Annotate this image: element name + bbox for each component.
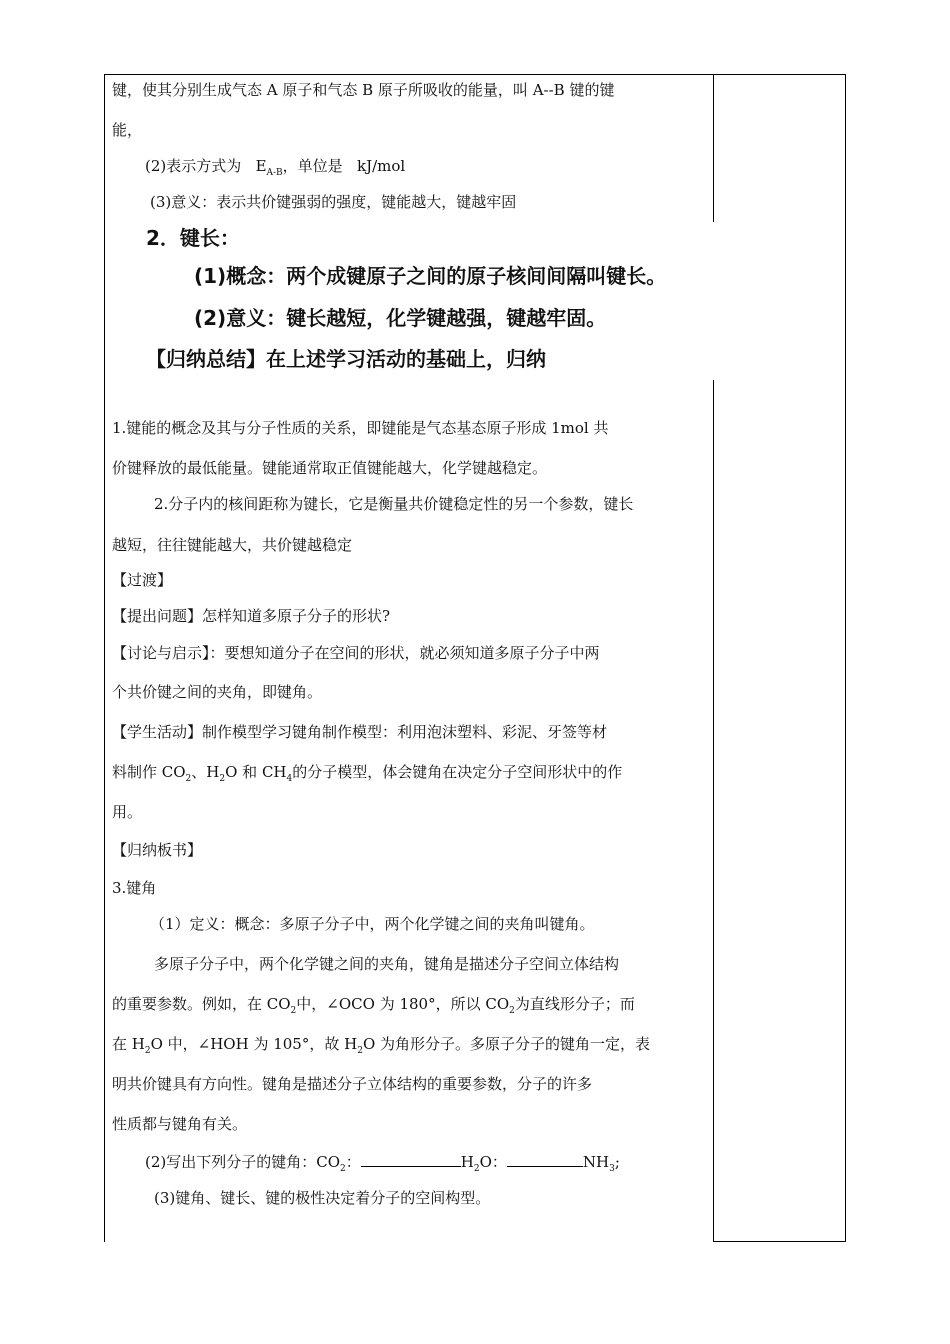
para-line: 【讨论与启示】：要想知道分子在空间的形状，就必须知道多原子分子中两 xyxy=(112,644,600,662)
para-line: 【过渡】 xyxy=(112,571,173,589)
para-line: 【提出问题】怎样知道多原子分子的形状? xyxy=(112,607,391,625)
left-border xyxy=(104,74,105,1242)
section-heading: 2．键长： xyxy=(146,226,240,250)
para-line: 多原子分子中，两个化学键之间的夹角，键角是描述分子空间立体结构 xyxy=(154,955,620,973)
para-line: 料制作 $CO_2$、$H_2O$ 和 $CH_4$的分子模型，体会键角在决定分子空间形状中的作 xyxy=(112,763,623,784)
para-line: 2.分子内的核间距称为键长，它是衡量共价键稳定性的另一个参数，键长 xyxy=(154,495,634,513)
bold-line: 【归纳总结】在上述学习活动的基础上，归纳 xyxy=(146,347,546,371)
para-line: 【学生活动】制作模型学习键角制作模型：利用泡沫塑料、彩泥、牙签等材 xyxy=(112,723,608,741)
top-border xyxy=(104,74,846,75)
right-cell-bottom-border xyxy=(713,1241,846,1242)
para-line: (3)意义：表示共价键强弱的强度，键能越大，键越牢固 xyxy=(150,193,517,211)
para-line: 【归纳板书】 xyxy=(112,841,203,859)
bold-line: (1)概念：两个成键原子之间的原子核间间隔叫键长。 xyxy=(194,264,667,288)
para-line: 个共价键之间的夹角，即键角。 xyxy=(112,683,323,701)
para-line: 3.键角 xyxy=(112,879,157,897)
para-line: 越短，往往键能越大，共价键越稳定 xyxy=(112,536,353,554)
para-line: 用。 xyxy=(112,803,143,821)
para-line: 性质都与键角有关。 xyxy=(112,1115,248,1133)
para-line: 的重要参数。例如，在 $CO_2$中，∠OCO 为 180°，所以 $CO_2$为直线形分子；而 xyxy=(112,995,635,1016)
para-line: 价键释放的最低能量。键能通常取正值键能越大，化学键越稳定。 xyxy=(112,459,548,477)
para-line: 1.键能的概念及其与分子性质的关系，即键能是气态基态原子形成 1mol 共 xyxy=(112,419,609,437)
answer-blank-h2o[interactable] xyxy=(507,1152,583,1167)
para-line: 能， xyxy=(112,121,143,139)
para-line: (2)写出下列分子的键角：$CO_2$： $H_2O$： $NH_3$; xyxy=(145,1153,620,1174)
para-line: （1）定义：概念：多原子分子中，两个化学键之间的夹角叫键角。 xyxy=(150,915,595,933)
para-line: (3)键角、键长、键的极性决定着分子的空间构型。 xyxy=(154,1189,491,1207)
para-line: 明共价键具有方向性。键角是描述分子立体结构的重要参数，分子的许多 xyxy=(112,1075,593,1093)
para-line: 在 $H_2O$ 中，∠HOH 为 105°，故 $H_2O$ 为角形分子。多原子分子的键角一定，表 xyxy=(112,1035,651,1056)
right-border xyxy=(845,74,846,1242)
para-line: (2)表示方式为 $E_{A-B}$，单位是 kJ/mol xyxy=(145,157,406,178)
answer-blank-co2[interactable] xyxy=(361,1152,461,1167)
bold-line: (2)意义：键长越短，化学键越强，键越牢固。 xyxy=(194,306,607,330)
para-line: 键，使其分别生成气态 A 原子和气态 B 原子所吸收的能量，叫 A--B 键的键 xyxy=(112,81,615,99)
